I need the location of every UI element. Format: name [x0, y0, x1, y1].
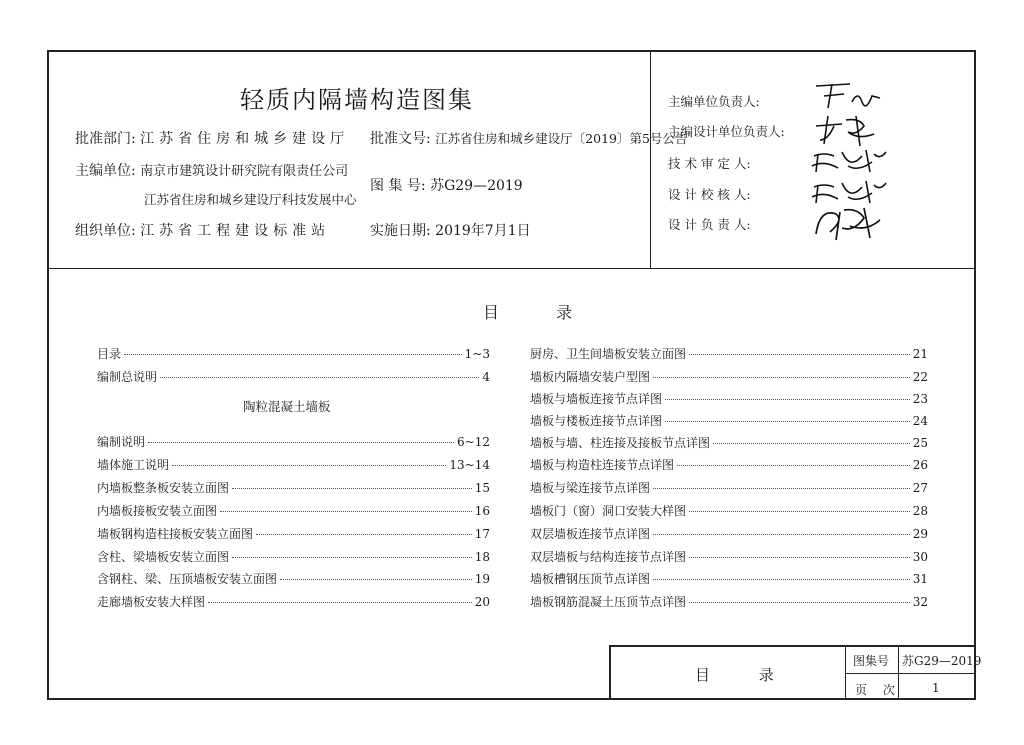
editor-unit: 主编单位: 南京市建筑设计研究院有限责任公司: [75, 163, 349, 179]
toc-entry[interactable]: 墙板与构造柱连接节点详图 26: [530, 458, 928, 472]
toc-entry[interactable]: 墙板门（窗）洞口安装大样图 28: [530, 504, 928, 518]
toc-entry[interactable]: 含钢柱、梁、压顶墙板安装立面图 19: [97, 572, 490, 586]
toc-title: 目 录: [483, 303, 599, 322]
sig-row-design-lead: 设 计 负 责 人:: [668, 217, 751, 232]
impl-date: 实施日期: 2019年7月1日: [370, 223, 531, 239]
toc-entry[interactable]: 墙板内隔墙安装户型图 22: [530, 370, 928, 384]
toc-entry[interactable]: 双层墙板连接节点详图 29: [530, 527, 928, 541]
toc-entry[interactable]: 含柱、梁墙板安装立面图 18: [97, 550, 490, 564]
signature-divider: [650, 50, 651, 268]
toc-entry[interactable]: 墙板与墙板连接节点详图 23: [530, 392, 928, 406]
toc-entry[interactable]: 编制总说明 4: [97, 370, 490, 384]
toc-entry[interactable]: 厨房、卫生间墙板安装立面图 21: [530, 347, 928, 361]
title-block-name: 目 录: [695, 666, 796, 684]
title-block-page-value: 1: [932, 681, 940, 695]
toc-entry[interactable]: 墙板与梁连接节点详图 27: [530, 481, 928, 495]
signature-5: [810, 204, 886, 244]
approval-doc: 批准文号: 江苏省住房和城乡建设厅〔2019〕第5号公告: [370, 131, 688, 147]
toc-entry[interactable]: 墙板与墙、柱连接及接板节点详图 25: [530, 436, 928, 450]
atlas-title: 轻质内隔墙构造图集: [240, 86, 474, 114]
toc-entry[interactable]: 墙板与楼板连接节点详图 24: [530, 414, 928, 428]
approval-dept: 批准部门: 江苏省住房和城乡建设厅: [75, 131, 350, 147]
signature-3: [808, 146, 890, 176]
toc-entry[interactable]: 墙板钢构造柱接板安装立面图 17: [97, 527, 490, 541]
toc-entry[interactable]: 墙板钢筋混凝土压顶节点详图 32: [530, 595, 928, 609]
toc-entry[interactable]: 墙体施工说明 13~14: [97, 458, 490, 472]
signature-2: [812, 112, 884, 148]
editor-unit-2: 江苏省住房和城乡建设厅科技发展中心: [144, 192, 357, 207]
sig-row-chief-unit: 主编单位负责人:: [668, 94, 760, 109]
atlas-number: 图 集 号: 苏G29—2019: [370, 178, 523, 194]
sig-row-design-check: 设 计 校 核 人:: [668, 187, 751, 202]
title-block-atlas-value: 苏G29—2019: [902, 654, 982, 668]
title-block-page-label: 页 次: [855, 683, 901, 697]
signature-1: [810, 78, 890, 112]
toc-entry[interactable]: 墙板槽钢压顶节点详图 31: [530, 572, 928, 586]
toc-entry[interactable]: 编制说明 6~12: [97, 435, 490, 449]
sig-row-chief-design: 主编设计单位负责人:: [668, 124, 785, 139]
section-heading: 陶粒混凝土墙板: [243, 399, 331, 414]
org-unit: 组织单位: 江苏省工程建设标准站: [75, 223, 331, 239]
sig-row-tech-review: 技 术 审 定 人:: [668, 156, 751, 171]
toc-entry[interactable]: 走廊墙板安装大样图 20: [97, 595, 490, 609]
signature-4: [808, 177, 890, 207]
toc-entry[interactable]: 双层墙板与结构连接节点详图 30: [530, 550, 928, 564]
header-divider: [47, 268, 976, 269]
title-block-divider: [845, 673, 976, 674]
title-block-atlas-label: 图集号: [853, 654, 890, 668]
toc-entry[interactable]: 目录 1~3: [97, 347, 490, 361]
toc-entry[interactable]: 内墙板整条板安装立面图 15: [97, 481, 490, 495]
toc-entry[interactable]: 内墙板接板安装立面图 16: [97, 504, 490, 518]
